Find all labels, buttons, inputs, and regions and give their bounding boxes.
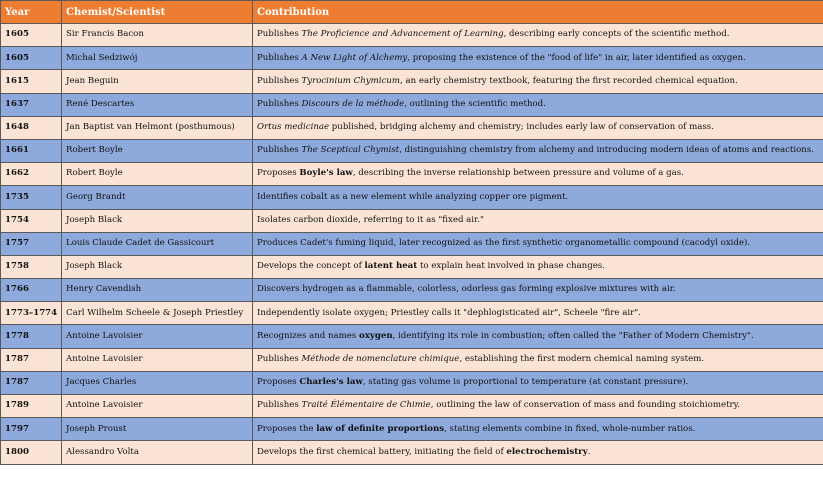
table-row: [1, 232, 823, 255]
year-cell: 1789: [1, 395, 62, 418]
year-cell: 1797: [1, 418, 62, 441]
contribution-text: Publishes: [257, 400, 302, 411]
contribution-cell: [253, 24, 823, 47]
year-cell: 1637: [1, 93, 62, 116]
contribution-text: Independently isolate oxygen; Priestley calls it "dephlogisticated air", Scheele "fire air".: [257, 307, 641, 318]
chemist-cell: Georg Brandt: [62, 186, 253, 209]
year-cell: 1605: [1, 24, 62, 47]
contribution-cell: [253, 255, 823, 278]
contribution-text: , describing early concepts of the scientific method.: [503, 29, 730, 40]
book-title: The Sceptical Chymist: [301, 145, 400, 156]
contribution-text: Identifies cobalt as a new element while analyzing copper ore pigment.: [257, 191, 569, 202]
book-title: Traité Élémentaire de Chimie: [301, 400, 431, 411]
contribution-text: Produces Cadet's fuming liquid, later recognized as the first synthetic organometallic compound (cacodyl oxide).: [257, 238, 751, 249]
table-row: [1, 441, 823, 464]
contribution-text: to explain heat involved in phase changes.: [417, 261, 605, 272]
table-row: [1, 255, 823, 278]
table-body: [1, 24, 823, 465]
table-row: [1, 302, 823, 325]
contribution-text: Publishes: [257, 145, 302, 156]
contribution-cell: [253, 139, 823, 162]
chemist-cell: Joseph Black: [62, 209, 253, 232]
contribution-cell: [253, 371, 823, 394]
table-row: [1, 418, 823, 441]
chemist-cell: Joseph Proust: [62, 418, 253, 441]
year-cell: 1778: [1, 325, 62, 348]
table-row: [1, 209, 823, 232]
bold-term: latent heat: [364, 261, 418, 272]
bold-term: Boyle's law: [299, 168, 353, 179]
book-title: Méthode de nomenclature chimique: [301, 353, 460, 364]
contribution-text: Publishes: [257, 29, 302, 40]
contribution-text: Proposes: [257, 168, 300, 179]
contribution-text: Publishes: [257, 98, 302, 109]
contribution-text: Recognizes and names: [257, 330, 360, 341]
chemist-cell: René Descartes: [62, 93, 253, 116]
chemist-cell: Robert Boyle: [62, 163, 253, 186]
contribution-cell: [253, 325, 823, 348]
contribution-text: Develops the first chemical battery, initiating the field of: [257, 446, 507, 457]
contribution-text: , stating gas volume is proportional to temperature (at constant pressure).: [362, 377, 689, 388]
chemist-cell: Louis Claude Cadet de Gassicourt: [62, 232, 253, 255]
contribution-cell: [253, 348, 823, 371]
contribution-text: , proposing the existence of the "food of life" in air, later identified as oxygen.: [407, 52, 746, 63]
chemist-cell: Jacques Charles: [62, 371, 253, 394]
year-cell: 1735: [1, 186, 62, 209]
table-row: [1, 116, 823, 139]
table-row: [1, 371, 823, 394]
book-title: Discours de la méthode: [301, 98, 405, 109]
chemist-cell: Alessandro Volta: [62, 441, 253, 464]
chemist-cell: Jan Baptist van Helmont (posthumous): [62, 116, 253, 139]
year-cell: 1605: [1, 47, 62, 70]
contribution-text: , distinguishing chemistry from alchemy and introducing modern ideas of atoms and reactions.: [399, 145, 814, 156]
contribution-text: Proposes: [257, 377, 300, 388]
contribution-text: , stating elements combine in fixed, whole-number ratios.: [444, 423, 696, 434]
contribution-text: Develops the concept of: [257, 261, 365, 272]
year-cell: 1800: [1, 441, 62, 464]
bold-term: electrochemistry: [506, 446, 588, 457]
table-row: [1, 163, 823, 186]
contribution-text: Publishes: [257, 353, 302, 364]
contribution-text: Proposes the: [257, 423, 317, 434]
contribution-cell: [253, 47, 823, 70]
contribution-cell: [253, 70, 823, 93]
year-cell: 1758: [1, 255, 62, 278]
year-cell: 1766: [1, 279, 62, 302]
chemist-cell: Antoine Lavoisier: [62, 395, 253, 418]
chemist-cell: Henry Cavendish: [62, 279, 253, 302]
contribution-cell: [253, 209, 823, 232]
table-row: [1, 186, 823, 209]
contribution-text: , an early chemistry textbook, featuring the first recorded chemical equation.: [400, 75, 738, 86]
header-chemist: Chemist/Scientist: [62, 1, 253, 24]
year-cell: 1661: [1, 139, 62, 162]
bold-term: oxygen: [359, 330, 393, 341]
table-row: [1, 24, 823, 47]
contribution-text: Publishes: [257, 75, 302, 86]
chemist-cell: Carl Wilhelm Scheele & Joseph Priestley: [62, 302, 253, 325]
contribution-cell: [253, 116, 823, 139]
header-contribution: Contribution: [253, 1, 823, 24]
year-cell: 1754: [1, 209, 62, 232]
book-title: The Proficience and Advancement of Learning: [301, 29, 504, 40]
contribution-text: .: [587, 446, 591, 457]
table-row: [1, 279, 823, 302]
header-row: [1, 1, 823, 24]
book-title: Tyrocinium Chymicum: [301, 75, 400, 86]
table-row: [1, 325, 823, 348]
year-cell: 1787: [1, 348, 62, 371]
book-title: Ortus medicinae: [257, 122, 330, 133]
header-year: Year: [1, 1, 62, 24]
chemist-cell: Antoine Lavoisier: [62, 348, 253, 371]
year-cell: 1787: [1, 371, 62, 394]
chemist-cell: Robert Boyle: [62, 139, 253, 162]
contribution-text: Isolates carbon dioxide, referring to it as "fixed air.": [257, 214, 484, 225]
table-row: [1, 93, 823, 116]
chemist-cell: Antoine Lavoisier: [62, 325, 253, 348]
contribution-text: Discovers hydrogen as a flammable, colorless, odorless gas forming explosive mixtures with air.: [257, 284, 676, 295]
contribution-text: , identifying its role in combustion; often called the "Father of Modern Chemistry".: [392, 330, 754, 341]
chemist-cell: Michal Sedziwój: [62, 47, 253, 70]
table-row: [1, 47, 823, 70]
table-row: [1, 139, 823, 162]
contribution-cell: [253, 418, 823, 441]
year-cell: 1757: [1, 232, 62, 255]
contribution-text: , outlining the scientific method.: [404, 98, 546, 109]
book-title: A New Light of Alchemy: [301, 52, 408, 63]
table-row: [1, 348, 823, 371]
contribution-cell: [253, 186, 823, 209]
contribution-text: , establishing the first modern chemical naming system.: [459, 353, 705, 364]
contribution-text: published, bridging alchemy and chemistry; includes early law of conservation of mass.: [329, 122, 714, 133]
bold-term: law of definite proportions: [316, 423, 445, 434]
year-cell: 1773–1774: [1, 302, 62, 325]
chemist-cell: Sir Francis Bacon: [62, 24, 253, 47]
contribution-text: , describing the inverse relationship between pressure and volume of a gas.: [352, 168, 684, 179]
contribution-text: , outlining the law of conservation of mass and founding stoichiometry.: [430, 400, 741, 411]
table-row: [1, 395, 823, 418]
contribution-cell: [253, 163, 823, 186]
contribution-cell: [253, 93, 823, 116]
bold-term: Charles's law: [299, 377, 363, 388]
contribution-cell: [253, 395, 823, 418]
year-cell: 1648: [1, 116, 62, 139]
contribution-text: Publishes: [257, 52, 302, 63]
chemist-cell: Joseph Black: [62, 255, 253, 278]
year-cell: 1615: [1, 70, 62, 93]
chemist-cell: Jean Beguin: [62, 70, 253, 93]
contribution-cell: [253, 279, 823, 302]
table-row: [1, 70, 823, 93]
year-cell: 1662: [1, 163, 62, 186]
contribution-cell: [253, 441, 823, 464]
contribution-cell: [253, 232, 823, 255]
contribution-cell: [253, 302, 823, 325]
